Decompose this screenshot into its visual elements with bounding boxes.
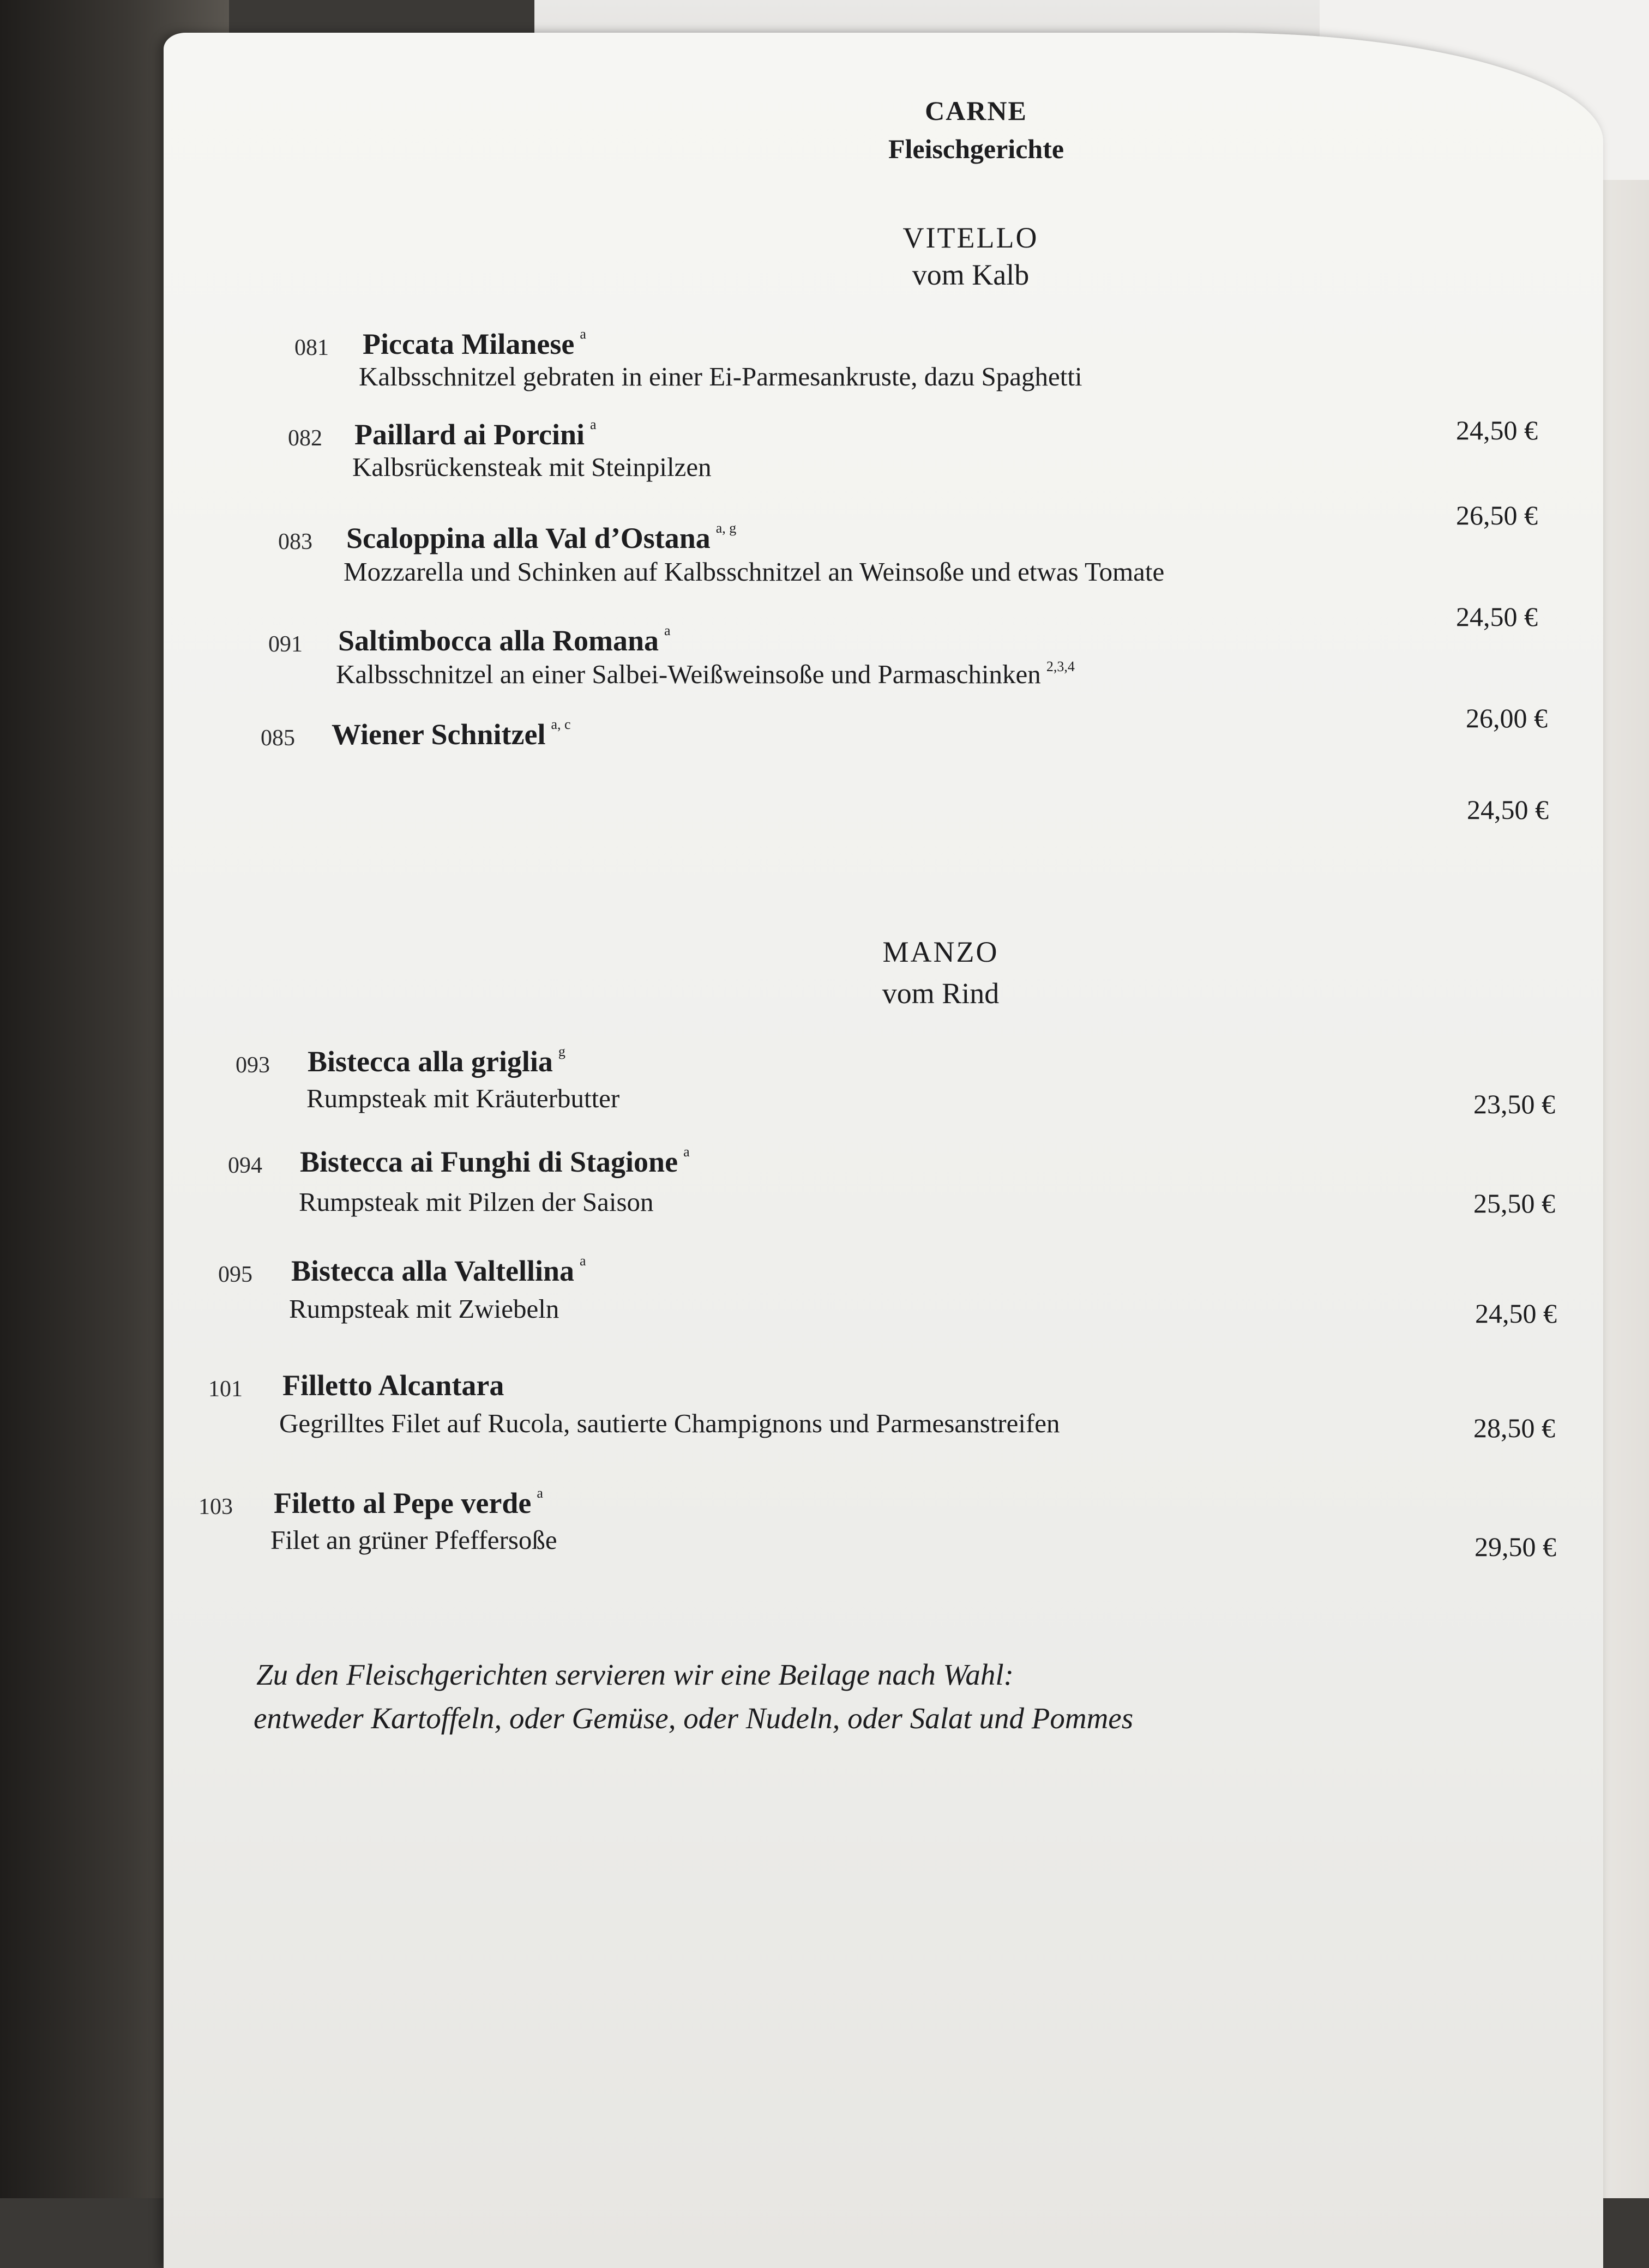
item-price: 24,50 € (1467, 794, 1549, 825)
menu-item (278, 520, 1587, 632)
menu-item (198, 1486, 1616, 1590)
page-subtitle: Fleischgerichte (888, 134, 1064, 164)
allergen-codes: a, g (715, 520, 737, 536)
menu-item (218, 1254, 1609, 1358)
allergen-codes: a (683, 1144, 690, 1160)
item-description: Kalbsschnitzel gebraten in einer Ei-Parmesankruste, dazu Spaghetti (359, 361, 1082, 391)
item-number: 085 (261, 726, 295, 751)
item-description: Rumpsteak mit Zwiebeln (289, 1294, 559, 1324)
item-name: Paillard ai Porcini $^a$ (354, 417, 597, 451)
item-price: 26,00 € (1466, 703, 1548, 733)
item-number: 093 (236, 1053, 270, 1078)
menu-content (164, 33, 1603, 2213)
item-name: Bistecca ai Funghi di Stagione $^a$ (300, 1144, 690, 1178)
item-name: Bistecca alla Valtellina $^a$ (291, 1253, 586, 1287)
item-name: Wiener Schnitzel $^{a, c}$ (332, 716, 571, 751)
section-title-manzo: MANZO (882, 936, 999, 968)
item-number: 101 (208, 1377, 243, 1402)
section-subtitle-manzo: vom Rind (882, 977, 1000, 1010)
item-description: Rumpsteak mit Pilzen der Saison (299, 1187, 654, 1217)
item-description: Gegrilltes Filet auf Rucola, sautierte Champignons und Parmesanstreifen (279, 1408, 1060, 1438)
allergen-codes: a, c (551, 716, 571, 732)
allergen-codes: a (580, 1253, 586, 1269)
item-price: 29,50 € (1475, 1531, 1556, 1562)
menu-item (236, 1045, 1599, 1148)
menu-item (261, 716, 1597, 825)
item-price: 24,50 € (1456, 601, 1538, 632)
side-dish-note-line-1: Zu den Fleischgerichten servieren wir eine Beilage nach Wahl: (256, 1658, 1014, 1691)
item-price: 23,50 € (1473, 1089, 1555, 1119)
additive-codes: 2,3,4 (1046, 659, 1075, 674)
item-description: Mozzarella und Schinken auf Kalbsschnitzel an Weinsoße und etwas Tomate (344, 557, 1165, 587)
menu-item (208, 1368, 1615, 1472)
allergen-codes: g (558, 1043, 565, 1059)
item-name: Filletto Alcantara (282, 1369, 504, 1402)
item-price: 24,50 € (1456, 415, 1538, 445)
item-description: Kalbsrückensteak mit Steinpilzen (352, 452, 712, 482)
allergen-codes: a (537, 1485, 543, 1501)
item-description: Kalbsschnitzel an einer Salbei-Weißweinsoße und Parmaschinken $^{2,3,4}$ (336, 659, 1075, 689)
item-number: 081 (294, 335, 329, 360)
item-description: Rumpsteak mit Kräuterbutter (306, 1083, 620, 1113)
item-name: Piccata Milanese $^a$ (363, 326, 586, 360)
menu-page (164, 33, 1603, 2268)
side-dish-note-line-2: entweder Kartoffeln, oder Gemüse, oder Nudeln, oder Salat und Pommes (254, 1702, 1134, 1735)
item-number: 095 (218, 1262, 252, 1287)
item-number: 103 (198, 1494, 233, 1519)
item-name: Saltimbocca alla Romana $^a$ (338, 623, 671, 657)
item-number: 091 (268, 632, 303, 657)
item-name: Scaloppina alla Val d’Ostana $^{a, g}$ (346, 520, 737, 554)
allergen-codes: a (580, 326, 586, 342)
item-name: Bistecca alla griglia $^g$ (308, 1043, 565, 1078)
menu-item (228, 1145, 1591, 1248)
item-number: 082 (288, 426, 322, 451)
page-title: CARNE (925, 95, 1027, 126)
section-title-vitello: VITELLO (902, 221, 1039, 254)
item-description: Filet an grüner Pfeffersoße (270, 1525, 557, 1555)
section-subtitle-vitello: vom Kalb (912, 258, 1030, 291)
item-price: 26,50 € (1456, 500, 1538, 530)
item-price: 25,50 € (1473, 1188, 1555, 1219)
item-name: Filetto al Pepe verde $^a$ (274, 1485, 543, 1519)
item-price: 28,50 € (1473, 1413, 1555, 1443)
item-number: 094 (228, 1153, 262, 1178)
allergen-codes: a (589, 417, 597, 432)
item-price: 24,50 € (1475, 1298, 1557, 1329)
item-number: 083 (278, 529, 312, 554)
allergen-codes: a (664, 623, 671, 638)
